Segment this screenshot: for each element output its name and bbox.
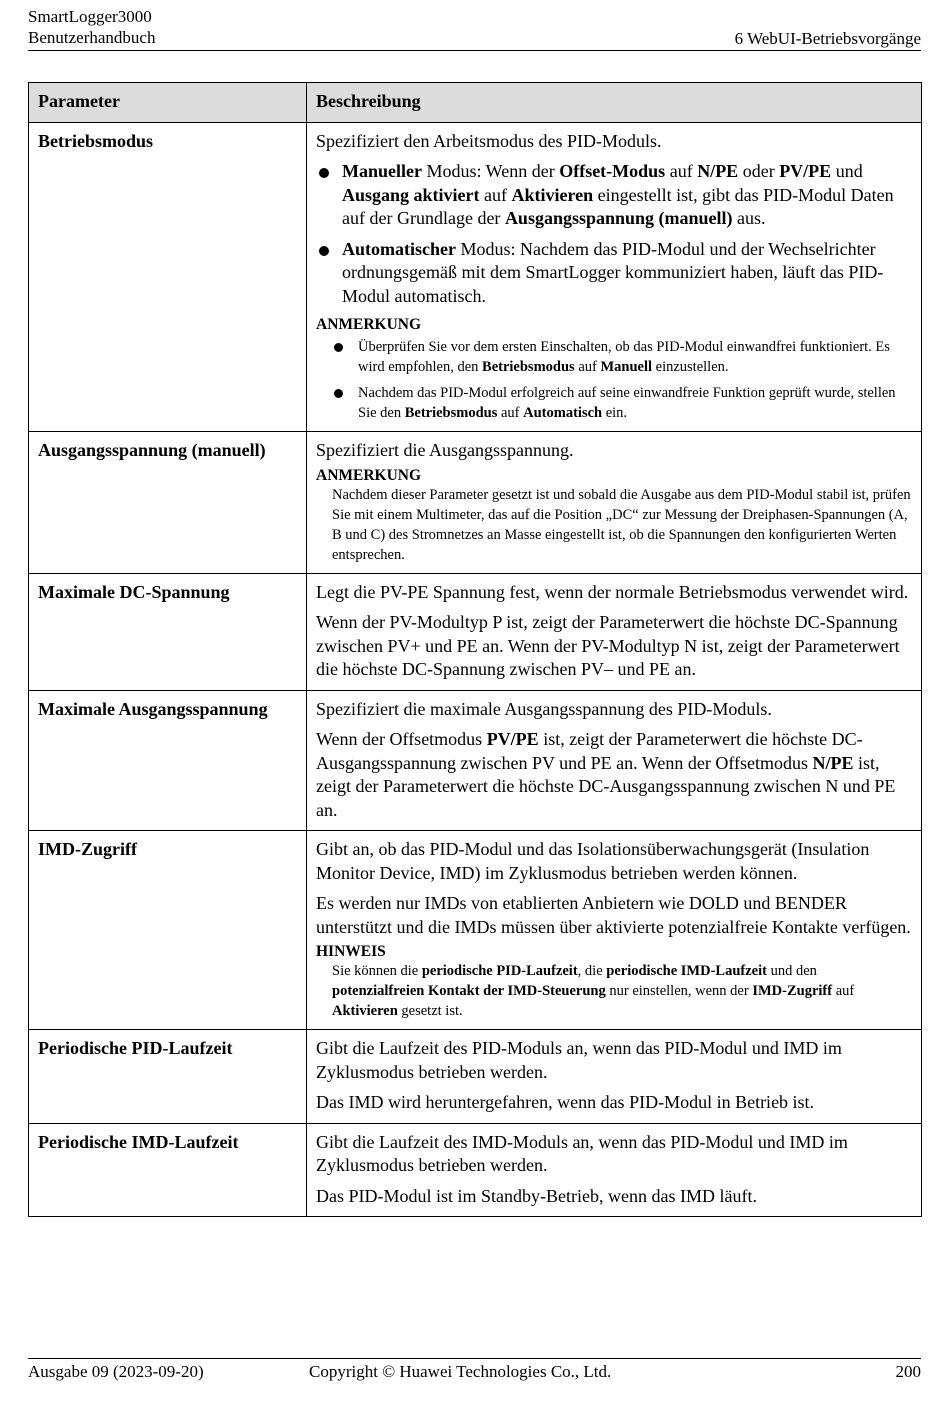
description-text: Gibt die Laufzeit des IMD-Moduls an, wenn das PID-Modul und IMD im Zyklusmodus betrieben werden.	[316, 1131, 848, 1175]
column-header-description: Beschreibung	[307, 83, 922, 123]
parameter-description	[307, 1030, 922, 1124]
description-text: Das PID-Modul ist im Standby-Betrieb, wenn das IMD läuft.	[316, 1185, 757, 1206]
column-header-parameter: Parameter	[29, 83, 307, 123]
page-number: 200	[895, 1362, 921, 1381]
table-row	[29, 831, 922, 1030]
product-name: SmartLogger3000	[28, 7, 152, 26]
note-text: Sie können die periodische PID-Laufzeit, die periodische IMD-Laufzeit und den potenzialfreien Kontakt der IMD-Steuerung nur einstellen, wenn der IMD-Zugriff auf Aktivieren gesetzt ist.	[332, 963, 855, 1019]
header-left	[28, 6, 155, 48]
note-label: ANMERKUNG	[316, 466, 422, 484]
note-list	[316, 337, 912, 423]
parameter-description	[307, 432, 922, 574]
table-row	[29, 1123, 922, 1217]
parameter-name: IMD-Zugriff	[29, 831, 307, 1030]
description-text: Wenn der Offsetmodus PV/PE ist, zeigt der Parameterwert die höchste DC-Ausgangsspannung zwischen PV und PE an. Wenn der Offsetmodus N/PE ist, zeigt der Parameterwert die höchste DC-Ausgangsspannung zwischen N und PE an.	[316, 729, 896, 820]
parameter-name: Betriebsmodus	[29, 122, 307, 432]
parameter-name: Maximale DC-Spannung	[29, 573, 307, 690]
description-text: Gibt an, ob das PID-Modul und das Isolationsüberwachungsgerät (Insulation Monitor Device, IMD) im Zyklusmodus betrieben werden können.	[316, 839, 870, 883]
table-row	[29, 573, 922, 690]
description-text: Spezifiziert die Ausgangsspannung.	[316, 440, 574, 460]
description-text: Wenn der PV-Modultyp P ist, zeigt der Parameterwert die höchste DC-Spannung zwischen PV+ und PE an. Wenn der PV-Modultyp N ist, zeigt der Parameterwert die höchste DC-Spannung zwischen PV– und PE an.	[316, 612, 900, 679]
parameter-name: Periodische PID-Laufzeit	[29, 1030, 307, 1124]
parameter-description	[307, 573, 922, 690]
bullet-list	[316, 160, 912, 308]
parameter-name: Periodische IMD-Laufzeit	[29, 1123, 307, 1217]
parameter-name: Ausgangsspannung (manuell)	[29, 432, 307, 574]
copyright-text: Copyright © Huawei Technologies Co., Ltd.	[309, 1362, 612, 1381]
table-row	[29, 122, 922, 432]
page-footer	[28, 1358, 921, 1389]
description-text: Das IMD wird heruntergefahren, wenn das PID-Modul in Betrieb ist.	[316, 1092, 815, 1112]
page-header	[28, 6, 921, 51]
note-label: ANMERKUNG	[316, 316, 422, 333]
table-row	[29, 432, 922, 574]
parameter-name: Maximale Ausgangsspannung	[29, 690, 307, 831]
table-header-row	[29, 83, 922, 123]
chapter-title: 6 WebUI-Betriebsvorgänge	[734, 29, 921, 48]
description-text: Spezifiziert die maximale Ausgangsspannung des PID-Moduls.	[316, 698, 772, 719]
parameter-table	[28, 82, 922, 1217]
list-item: Nachdem das PID-Modul erfolgreich auf seine einwandfreie Funktion geprüft wurde, stellen Sie den Betriebsmodus auf Automatisch ein.	[316, 383, 912, 423]
parameter-description	[307, 1123, 922, 1217]
parameter-description	[307, 690, 922, 831]
table-row	[29, 1030, 922, 1124]
manual-name: Benutzerhandbuch	[28, 28, 156, 47]
edition-label: Ausgabe 09 (2023-09-20)	[28, 1362, 204, 1381]
description-text: Legt die PV-PE Spannung fest, wenn der normale Betriebsmodus verwendet wird.	[316, 581, 909, 602]
note-text: Nachdem dieser Parameter gesetzt ist und sobald die Ausgabe aus dem PID-Modul stabil ist, prüfen Sie mit einem Multimeter, das auf die Position „DC“ zur Messung der Dreiphasen-Spannungen (A, B und C) des Stromnetzes an Masse eingestellt ist, ob die Spannungen den konfigurierten Werten entsprechen.	[332, 486, 911, 563]
table-row	[29, 690, 922, 831]
description-text: Gibt die Laufzeit des PID-Moduls an, wenn das PID-Modul und IMD im Zyklusmodus betrieben werden.	[316, 1038, 842, 1082]
list-item: Überprüfen Sie vor dem ersten Einschalten, ob das PID-Modul einwandfrei funktioniert. Es wird empfohlen, den Betriebsmodus auf Manuell einzustellen.	[316, 337, 912, 377]
list-item: Manueller Modus: Wenn der Offset-Modus auf N/PE oder PV/PE und Ausgang aktiviert auf Aktivieren eingestellt ist, gibt das PID-Modul Daten auf der Grundlage der Ausgangsspannung (manuell) aus.	[316, 160, 912, 231]
parameter-description	[307, 122, 922, 432]
parameter-description	[307, 831, 922, 1030]
list-item: Automatischer Modus: Nachdem das PID-Modul und der Wechselrichter ordnungsgemäß mit dem SmartLogger kommuniziert haben, läuft das PID-Modul automatisch.	[316, 238, 912, 309]
description-text: Spezifiziert den Arbeitsmodus des PID-Moduls.	[316, 130, 662, 151]
description-text: Es werden nur IMDs von etablierten Anbietern wie DOLD und BENDER unterstützt und die IMDs müssen über aktivierte potenzialfreie Kontakte verfügen.	[316, 893, 911, 937]
note-label: HINWEIS	[316, 943, 386, 960]
